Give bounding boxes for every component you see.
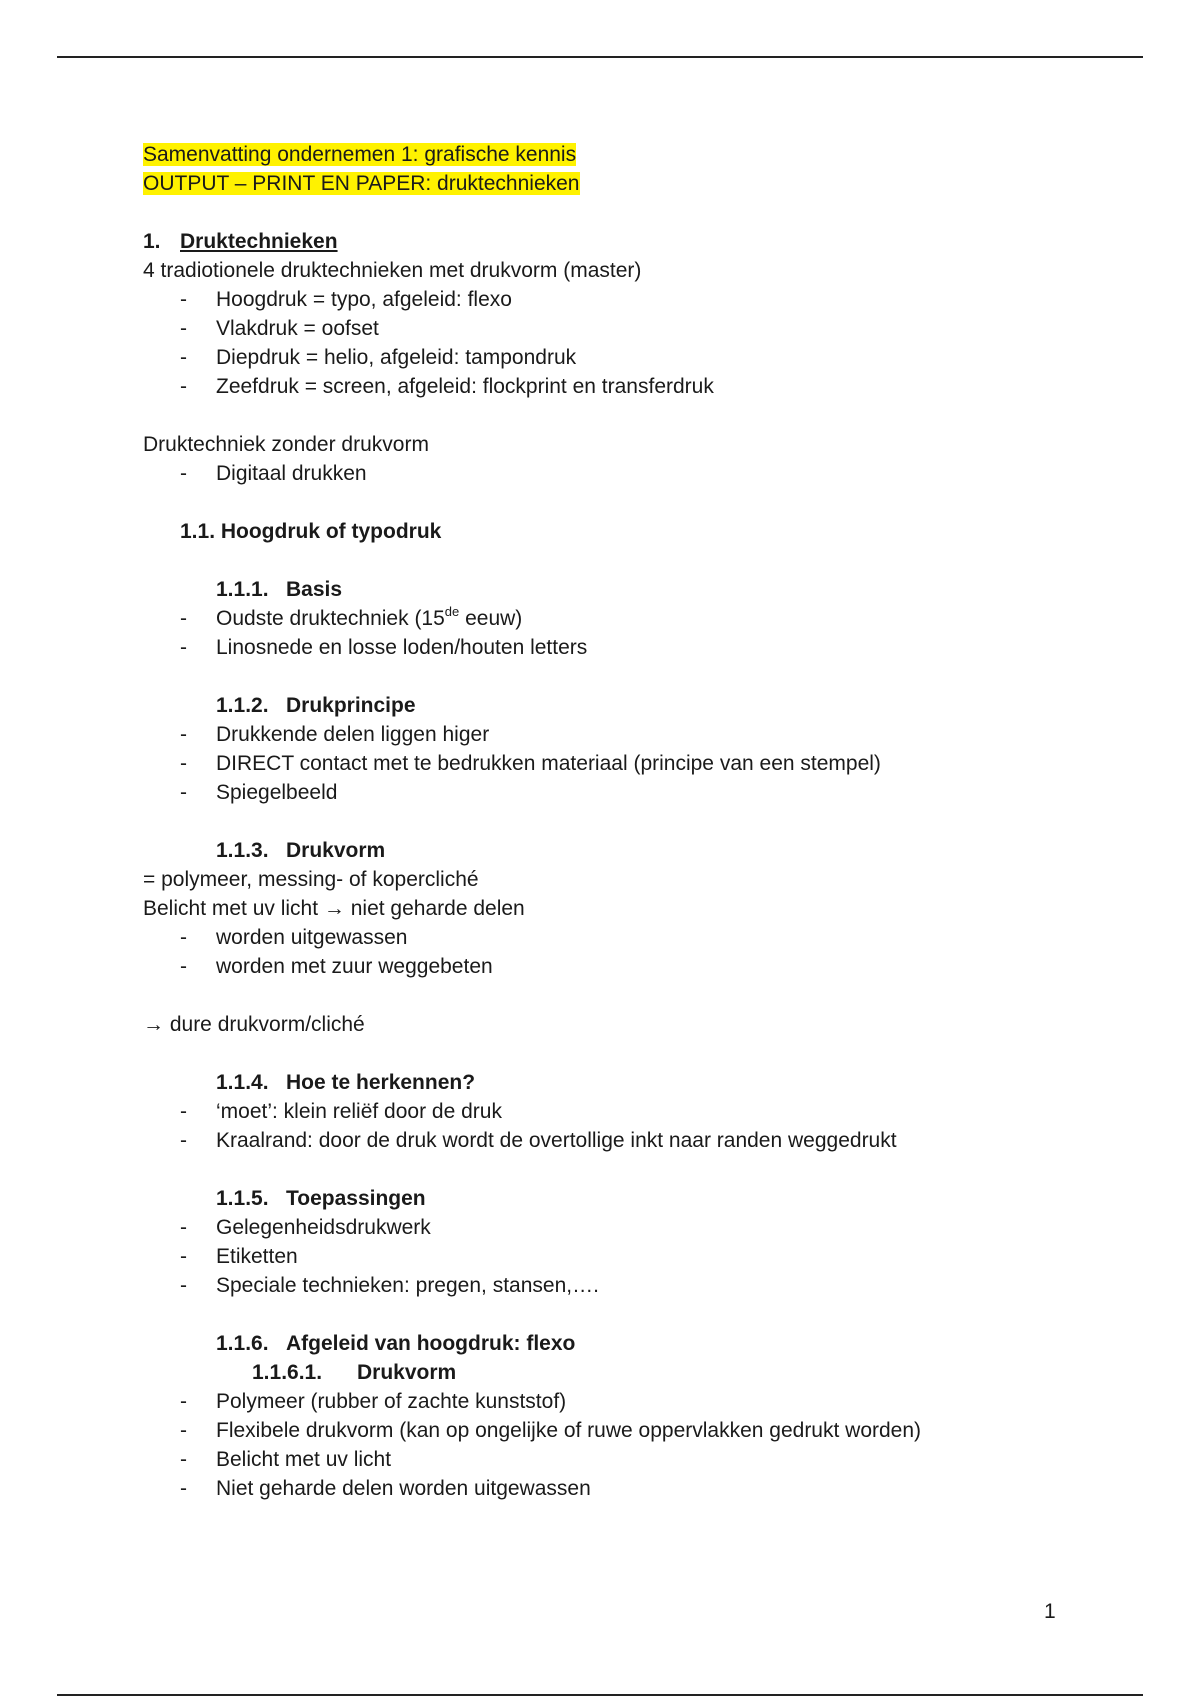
list-item: - worden met zuur weggebeten	[180, 955, 493, 978]
intro-text: 4 tradiotionele druktechnieken met drukvorm (master)	[143, 259, 642, 282]
list-item: - Drukkende delen liggen higer	[180, 723, 490, 746]
conclusion-text: → dure drukvorm/cliché	[143, 1013, 365, 1036]
zonder-text: Druktechniek zonder drukvorm	[143, 433, 429, 456]
list-item: - Digitaal drukken	[180, 462, 367, 485]
list-item: - Linosnede en losse loden/houten letters	[180, 636, 588, 659]
list-item: - Oudste druktechniek (15de eeuw)	[180, 604, 523, 630]
list-item: - Niet geharde delen worden uitgewassen	[180, 1477, 591, 1500]
heading-1-1-1: 1.1.1. Basis	[216, 578, 343, 601]
heading-1-1-6-1: 1.1.6.1. Drukvorm	[252, 1361, 457, 1384]
list-item: - DIRECT contact met te bedrukken materiaal (principe van een stempel)	[180, 752, 881, 775]
list-item: - Diepdruk = helio, afgeleid: tampondruk	[180, 346, 577, 369]
heading-1-1-6: 1.1.6. Afgeleid van hoogdruk: flexo	[216, 1332, 576, 1355]
list-item: - Vlakdruk = oofset	[180, 317, 379, 340]
list-item: - Spiegelbeeld	[180, 781, 338, 804]
body-text: Belicht met uv licht → niet geharde delen	[143, 897, 525, 920]
heading-1: 1. Druktechnieken	[143, 230, 338, 253]
list-item: - Polymeer (rubber of zachte kunststof)	[180, 1390, 567, 1413]
list-item: - Flexibele drukvorm (kan op ongelijke of ruwe oppervlakken gedrukt worden)	[180, 1419, 922, 1442]
heading-1-1-5: 1.1.5. Toepassingen	[216, 1187, 426, 1210]
list-item: - Gelegenheidsdrukwerk	[180, 1216, 431, 1239]
list-item: - Kraalrand: door de druk wordt de overtollige inkt naar randen weggedrukt	[180, 1129, 897, 1152]
header-rule	[57, 56, 1143, 58]
title-line-2	[143, 169, 1143, 198]
heading-1-1-4: 1.1.4. Hoe te herkennen?	[216, 1071, 476, 1094]
title-highlight: Samenvatting ondernemen 1: grafische kennis	[143, 143, 577, 166]
footer-rule	[57, 1694, 1143, 1696]
page-number: 1	[1044, 1600, 1056, 1623]
list-item: - Belicht met uv licht	[180, 1448, 392, 1471]
list-item: - Zeefdruk = screen, afgeleid: flockprint en transferdruk	[180, 375, 714, 398]
list-item: - ‘moet’: klein reliëf door de druk	[180, 1100, 502, 1123]
list-item: - worden uitgewassen	[180, 926, 408, 949]
title-highlight: OUTPUT – PRINT EN PAPER: druktechnieken	[143, 172, 580, 195]
title-line-1	[143, 140, 1143, 169]
list-item: - Etiketten	[180, 1245, 298, 1268]
list-item: - Hoogdruk = typo, afgeleid: flexo	[180, 288, 512, 311]
body-text: = polymeer, messing- of kopercliché	[143, 868, 479, 891]
list-item: - Speciale technieken: pregen, stansen,….	[180, 1274, 599, 1297]
document-body	[143, 140, 1143, 1503]
heading-1-1-2: 1.1.2. Drukprincipe	[216, 694, 416, 717]
heading-1-1: 1.1. Hoogdruk of typodruk	[180, 520, 442, 543]
heading-1-1-3: 1.1.3. Drukvorm	[216, 839, 386, 862]
